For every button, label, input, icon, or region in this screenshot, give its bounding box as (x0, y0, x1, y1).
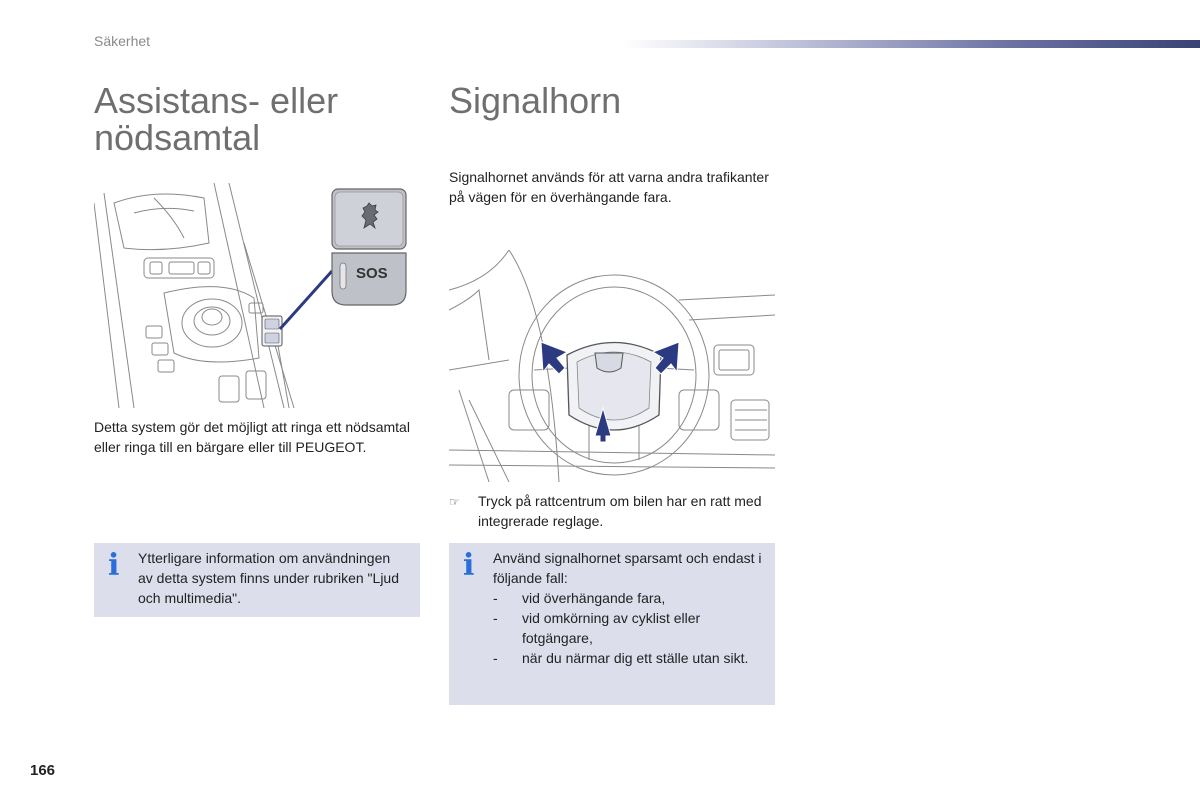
steering-wheel-illustration (449, 250, 775, 482)
info-box-horn-content (493, 548, 763, 668)
page-number: 166 (30, 762, 56, 779)
emergency-call-description: Detta system gör det möjligt att ringa ett nödsamtal eller ringa till en bärgare eller till PEUGEOT. (94, 419, 410, 455)
sos-button-label: SOS (356, 265, 388, 282)
list-item-text: vid omkörning av cyklist eller fotgängare, (522, 610, 701, 646)
info-box-horn-intro: Använd signalhornet sparsamt och endast i följande fall: (493, 550, 762, 586)
title-line-2: nödsamtal (94, 117, 261, 158)
section-label: Säkerhet (94, 33, 151, 49)
horn-instruction (449, 491, 779, 531)
info-icon: i (108, 548, 120, 583)
steering-wheel-drawing (449, 250, 775, 482)
list-dash: - (493, 590, 498, 606)
list-item (493, 648, 763, 668)
peugeot-lion-icon (358, 202, 382, 230)
list-dash: - (493, 650, 498, 666)
list-dash: - (493, 610, 498, 626)
info-icon: i (463, 548, 475, 583)
section-title-horn: Signalhorn (449, 80, 622, 121)
info-box-emergency (94, 543, 420, 617)
info-box-emergency-text: Ytterligare information om användningen av detta system finns under rubriken "Ljud och multimedia". (138, 550, 399, 606)
console-illustration (94, 183, 410, 408)
pointing-hand-icon: ☞ (449, 495, 460, 509)
header-bar (624, 40, 1200, 48)
info-box-horn (449, 543, 775, 705)
horn-intro: Signalhornet används för att varna andra trafikanter på vägen för en överhängande fara. (449, 169, 769, 205)
list-item (493, 588, 763, 608)
title-line-1: Assistans- eller (94, 80, 339, 121)
list-item-text: när du närmar dig ett ställe utan sikt. (522, 650, 749, 666)
horn-instruction-text: Tryck på rattcentrum om bilen har en ratt med integrerade reglage. (478, 493, 762, 529)
section-title-emergency-call (94, 82, 338, 156)
list-item-text: vid överhängande fara, (522, 590, 666, 606)
list-item (493, 608, 763, 648)
